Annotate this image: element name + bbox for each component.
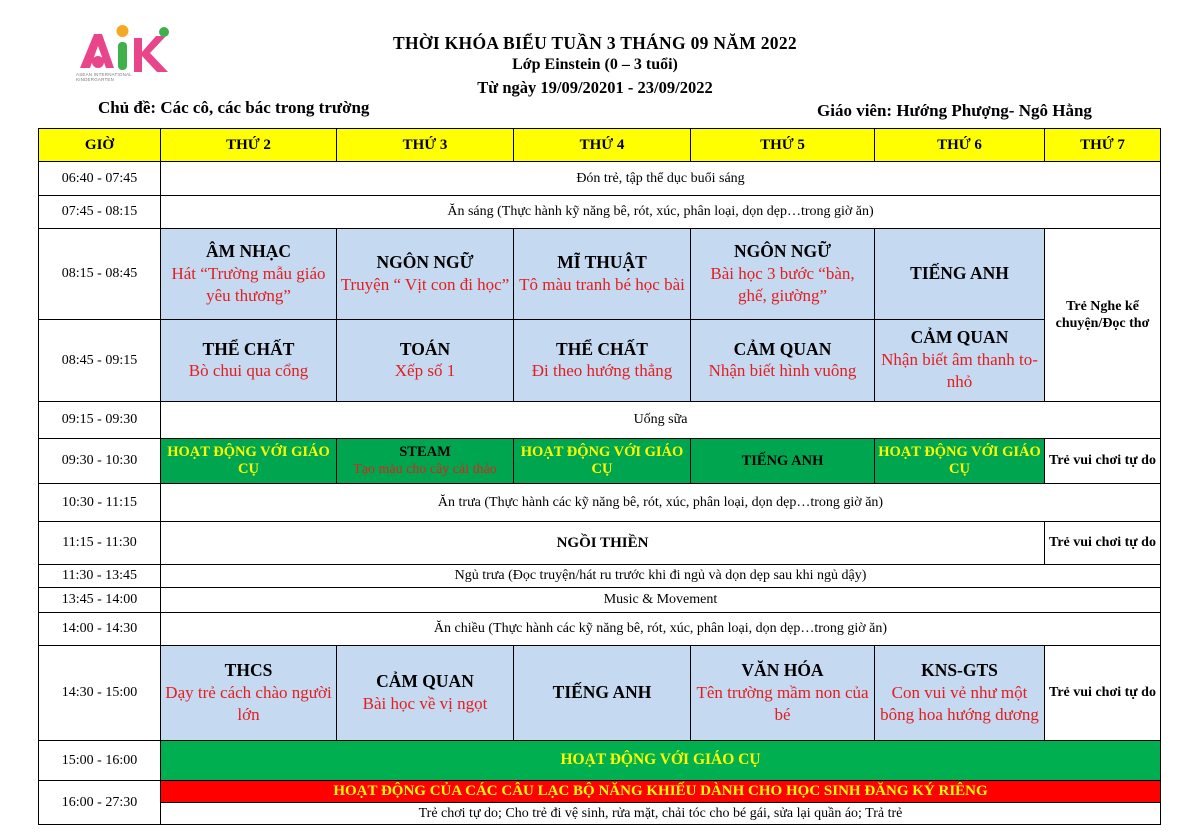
activity-label: HOẠT ĐỘNG VỚI GIÁO CỤ bbox=[878, 443, 1041, 477]
clubs-banner: HOẠT ĐỘNG CỦA CÁC CÂU LẠC BỘ NĂNG KHIẾU DÀNH CHO HỌC SINH ĐĂNG KÝ RIÊNG bbox=[161, 781, 1161, 803]
lesson-subject: TIẾNG ANH bbox=[552, 682, 652, 703]
lesson-cell bbox=[514, 646, 691, 741]
activity-cell: Ăn trưa (Thực hành các kỹ năng bê, rót, xúc, phân loại, dọn dẹp…trong giờ ăn) bbox=[161, 484, 1161, 522]
time-cell: 09:15 - 09:30 bbox=[39, 402, 161, 439]
lesson-subject: NGÔN NGỮ bbox=[376, 252, 474, 273]
lesson-desc: Xếp số 1 bbox=[394, 361, 456, 381]
lesson-subject: MĨ THUẬT bbox=[557, 252, 647, 273]
lesson-desc: Dạy trẻ cách chào người lớn bbox=[165, 682, 332, 724]
col-header-thu: THỨ 5 bbox=[691, 129, 875, 162]
lesson-subject: TIẾNG ANH bbox=[910, 263, 1009, 284]
activity-cell: Ăn chiều (Thực hành các kỹ năng bê, rót, xúc, phân loại, dọn dẹp…trong giờ ăn) bbox=[161, 613, 1161, 646]
time-cell: 13:45 - 14:00 bbox=[39, 588, 161, 613]
lesson-subject: CẢM QUAN bbox=[376, 671, 474, 692]
time-cell: 08:15 - 08:45 bbox=[39, 229, 161, 320]
table-row bbox=[39, 741, 1161, 781]
col-header-sat: THỨ 7 bbox=[1045, 129, 1161, 162]
lesson-cell bbox=[514, 320, 691, 402]
lesson-subject: THCS bbox=[224, 659, 273, 680]
lesson-cell bbox=[337, 229, 514, 320]
table-row bbox=[39, 646, 1161, 741]
lesson-desc: Bài học về vị ngọt bbox=[362, 693, 488, 713]
activity-cell: Ăn sáng (Thực hành kỹ năng bê, rót, xúc, phân loại, dọn dẹp…trong giờ ăn) bbox=[161, 196, 1161, 229]
lesson-cell bbox=[514, 229, 691, 320]
lesson-subject: THỂ CHẤT bbox=[556, 338, 648, 359]
lesson-cell bbox=[691, 229, 875, 320]
lesson-desc: Bò chui qua cổng bbox=[188, 361, 309, 381]
saturday-cell: Trẻ vui chơi tự do bbox=[1045, 646, 1161, 741]
lesson-desc: Nhận biết hình vuông bbox=[708, 361, 857, 381]
lesson-subject: CẢM QUAN bbox=[733, 338, 832, 359]
lesson-desc: Tô màu tranh bé học bài bbox=[519, 274, 685, 294]
activity-cell: Trẻ chơi tự do; Cho trẻ đi vệ sinh, rửa mặt, chải tóc cho bé gái, sửa lại quần áo; Trả trẻ bbox=[161, 803, 1161, 825]
lesson-desc: Truyện “ Vịt con đi học” bbox=[340, 274, 510, 294]
lesson-subject: THỂ CHẤT bbox=[202, 338, 295, 359]
topic-label: Chủ đề: Các cô, các bác trong trường bbox=[98, 98, 370, 117]
activity-cell: NGỒI THIỀN bbox=[161, 522, 1045, 565]
col-header-mon: THỨ 2 bbox=[161, 129, 337, 162]
lesson-cell bbox=[337, 646, 514, 741]
table-row bbox=[39, 781, 1161, 803]
activity-label: STEAM bbox=[399, 444, 451, 461]
time-cell: 16:00 - 27:30 bbox=[39, 781, 161, 825]
lesson-cell bbox=[337, 320, 514, 402]
lesson-desc: Đi theo hướng thẳng bbox=[531, 361, 673, 381]
activity-cell bbox=[514, 439, 691, 484]
lesson-desc: Hát “Trường mẫu giáo yêu thương” bbox=[171, 263, 326, 305]
time-cell: 14:30 - 15:00 bbox=[39, 646, 161, 741]
time-cell: 14:00 - 14:30 bbox=[39, 613, 161, 646]
activity-label: HOẠT ĐỘNG VỚI GIÁO CỤ bbox=[520, 443, 684, 477]
time-cell: 09:30 - 10:30 bbox=[39, 439, 161, 484]
table-row bbox=[39, 320, 1161, 402]
table-row bbox=[39, 588, 1161, 613]
activity-cell: Music & Movement bbox=[161, 588, 1161, 613]
activity-label: HOẠT ĐỘNG VỚI GIÁO CỤ bbox=[560, 751, 761, 769]
lesson-desc: Nhận biết âm thanh to-nhỏ bbox=[881, 350, 1038, 392]
lesson-desc: Bài học 3 bước “bàn, ghế, giường” bbox=[710, 263, 855, 305]
lesson-subject: VĂN HÓA bbox=[741, 659, 824, 680]
activity-label: HOẠT ĐỘNG VỚI GIÁO CỤ bbox=[167, 443, 330, 477]
col-header-fri: THỨ 6 bbox=[875, 129, 1045, 162]
class-name: Lớp Einstein (0 – 3 tuổi) bbox=[512, 56, 678, 73]
table-row bbox=[39, 522, 1161, 565]
table-row bbox=[39, 196, 1161, 229]
lesson-subject: NGÔN NGỮ bbox=[733, 240, 832, 261]
time-cell: 06:40 - 07:45 bbox=[39, 162, 161, 196]
table-row bbox=[39, 162, 1161, 196]
lesson-subject: KNS-GTS bbox=[921, 659, 998, 680]
lesson-desc: Con vui vẻ như một bông hoa hướng dương bbox=[880, 682, 1039, 724]
lesson-cell bbox=[691, 320, 875, 402]
schedule-title: THỜI KHÓA BIỂU TUẦN 3 THÁNG 09 NĂM 2022 bbox=[393, 33, 797, 53]
lesson-cell bbox=[875, 646, 1045, 741]
table-row bbox=[39, 565, 1161, 588]
saturday-cell: Trẻ Nghe kể chuyện/Đọc thơ bbox=[1045, 229, 1161, 402]
time-cell: 11:30 - 13:45 bbox=[39, 565, 161, 588]
activity-cell: Uống sữa bbox=[161, 402, 1161, 439]
activity-desc: Tạo màu cho cây cải thảo bbox=[353, 462, 497, 478]
time-cell: 07:45 - 08:15 bbox=[39, 196, 161, 229]
table-row bbox=[39, 439, 1161, 484]
logo-subtitle: ASEAN INTERNATIONAL KINDERGARTEN bbox=[76, 72, 132, 82]
lesson-cell bbox=[875, 320, 1045, 402]
activity-cell bbox=[161, 439, 337, 484]
time-cell: 10:30 - 11:15 bbox=[39, 484, 161, 522]
time-cell: 08:45 - 09:15 bbox=[39, 320, 161, 402]
table-row bbox=[39, 613, 1161, 646]
date-range: Từ ngày 19/09/20201 - 23/09/2022 bbox=[477, 78, 713, 97]
saturday-cell: Trẻ vui chơi tự do bbox=[1045, 522, 1161, 565]
lesson-subject: ÂM NHẠC bbox=[205, 240, 292, 261]
lesson-cell bbox=[161, 646, 337, 741]
activity-cell: Ngủ trưa (Đọc truyện/hát ru trước khi đi ngủ và dọn dẹp sau khi ngủ dậy) bbox=[161, 565, 1161, 588]
col-header-time: GIỜ bbox=[39, 129, 161, 162]
lesson-desc: Tên trường mầm non của bé bbox=[696, 682, 869, 724]
lesson-subject: CẢM QUAN bbox=[910, 327, 1009, 348]
timetable bbox=[38, 128, 1161, 825]
saturday-cell: Trẻ vui chơi tự do bbox=[1045, 439, 1161, 484]
teacher-label: Giáo viên: Hướng Phượng- Ngô Hằng bbox=[817, 101, 1092, 120]
activity-cell bbox=[875, 439, 1045, 484]
activity-cell: Đón trẻ, tập thể dục buổi sáng bbox=[161, 162, 1161, 196]
activity-cell bbox=[161, 741, 1161, 781]
col-header-wed: THỨ 4 bbox=[514, 129, 691, 162]
lesson-cell bbox=[161, 320, 337, 402]
activity-cell bbox=[691, 439, 875, 484]
table-row bbox=[39, 402, 1161, 439]
table-row bbox=[39, 229, 1161, 320]
table-row bbox=[39, 803, 1161, 825]
col-header-tue: THỨ 3 bbox=[337, 129, 514, 162]
activity-label: TIẾNG ANH bbox=[741, 452, 824, 469]
time-cell: 15:00 - 16:00 bbox=[39, 741, 161, 781]
lesson-cell bbox=[691, 646, 875, 741]
table-row bbox=[39, 484, 1161, 522]
lesson-cell bbox=[161, 229, 337, 320]
activity-cell bbox=[337, 439, 514, 484]
lesson-subject: TOÁN bbox=[399, 338, 451, 359]
lesson-cell bbox=[875, 229, 1045, 320]
time-cell: 11:15 - 11:30 bbox=[39, 522, 161, 565]
header-row bbox=[39, 129, 1161, 162]
